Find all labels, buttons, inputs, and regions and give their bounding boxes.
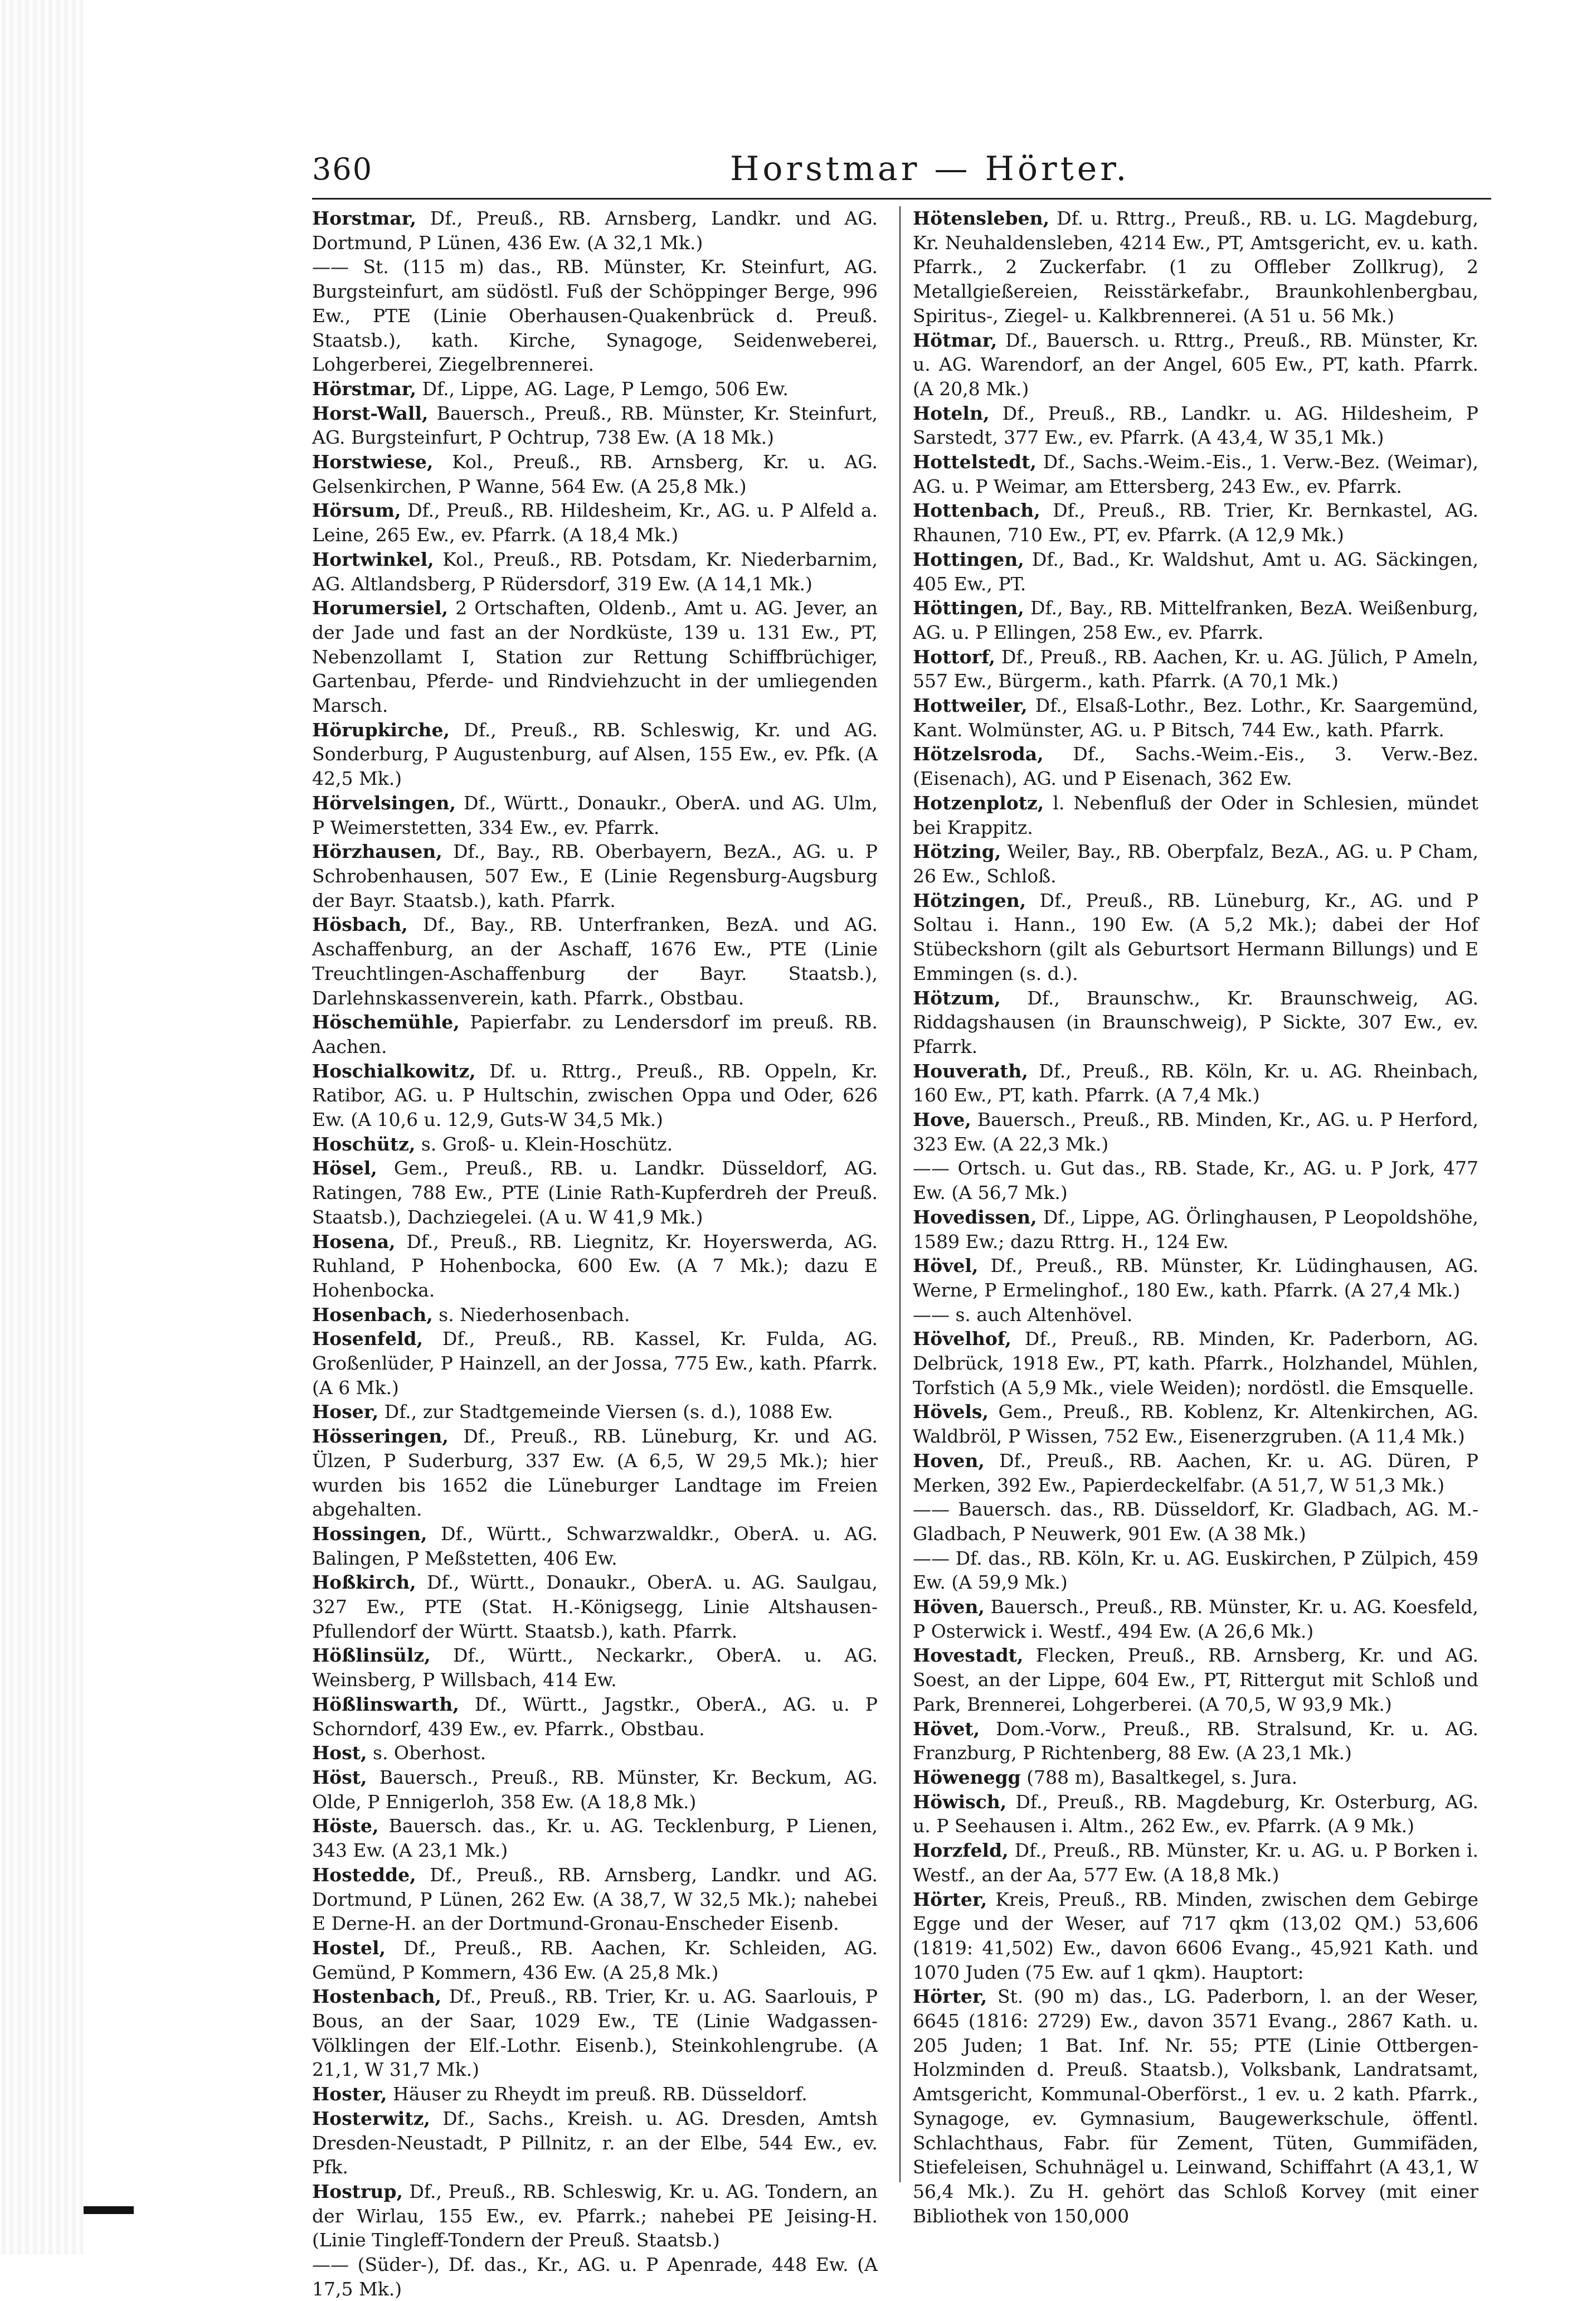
entry-text: Gem., Preuß., RB. Koblenz, Kr. Altenkirchen, AG. Waldbröl, P Wissen, 752 Ew., Eisenerzgruben. (A 11,4 Mk.) — [913, 1401, 1478, 1448]
entry-text: Df., zur Stadtgemeinde Viersen (s. d.), 1088 Ew. — [378, 1401, 833, 1423]
entry-text: Df., Bad., Kr. Waldshut, Amt u. AG. Säckingen, 405 Ew., PT. — [913, 548, 1478, 595]
entry-headword: Höwisch, — [913, 1790, 1007, 1813]
entry-text: Df., Württ., Donaukr., OberA. u. AG. Saulgau, 327 Ew., PTE (Stat. H.-Königsegg, Linie Altshausen-Pfullendorf der Württ. Staatsb.), kath. Pfarrk. — [312, 1571, 878, 1642]
entry-text: Df., Preuß., RB. Liegnitz, Kr. Hoyerswerda, AG. Ruhland, P Hohenbocka, 600 Ew. (A 7 Mk.); dazu E Hohenbocka. — [312, 1230, 878, 1301]
gazetteer-entry — [312, 1156, 878, 1229]
gazetteer-entry — [913, 1254, 1478, 1302]
entry-headword: Host, — [312, 1742, 367, 1764]
entry-text: Df., Elsaß-Lothr., Bez. Lothr., Kr. Saargemünd, Kant. Wolmünster, AG. u. P Bitsch, 744 Ew., kath. Pfarrk. — [913, 695, 1478, 741]
entry-text: s. Niederhosenbach. — [432, 1303, 630, 1326]
entry-text: Bauersch., Preuß., RB. Münster, Kr. Steinfurt, AG. Burgsteinfurt, P Ochtrup, 738 Ew. (A 18 Mk.) — [312, 402, 878, 449]
entry-text: Df., Bay., RB. Oberbayern, BezA., AG. u. P Schrobenhausen, 507 Ew., E (Linie Regensburg-Augsburg der Bayr. Staatsb.), kath. Pfarrk. — [312, 841, 878, 911]
entry-headword: Hoser, — [312, 1401, 379, 1423]
gazetteer-entry — [913, 1400, 1478, 1448]
gazetteer-entry — [312, 2179, 878, 2253]
gazetteer-entry — [312, 2082, 878, 2106]
gazetteer-entry — [913, 1984, 1478, 2228]
gazetteer-entry — [913, 1546, 1478, 1595]
gazetteer-entry — [312, 2253, 878, 2301]
entry-headword: Hosena, — [312, 1230, 396, 1253]
entry-text: s. Groß- u. Klein-Hoschütz. — [415, 1133, 673, 1155]
entry-headword: Hösbach, — [312, 914, 408, 936]
gazetteer-entry — [312, 1814, 878, 1862]
entry-headword: Hottweiler, — [913, 695, 1028, 717]
entry-text: Df., Lippe, AG. Örlinghausen, P Leopoldshöhe, 1589 Ew.; dazu Rttrg. H., 124 Ew. — [913, 1206, 1478, 1253]
entry-headword: Hötzing, — [913, 841, 1001, 863]
gazetteer-entry — [312, 1400, 878, 1424]
entry-headword: Hovestadt, — [913, 1644, 1024, 1667]
entry-headword: Horzfeld, — [913, 1839, 1009, 1862]
entry-text: Bauersch. das., Kr. u. AG. Tecklenburg, P Lienen, 343 Ew. (A 23,1 Mk.) — [312, 1815, 878, 1862]
entry-headword: Hostel, — [312, 1936, 386, 1959]
entry-headword: Hörupkirche, — [312, 719, 450, 741]
entry-text: Df., Preuß., RB. Schleswig, Kr. u. AG. Tondern, an der Wirlau, 155 Ew., ev. Pfarrk.; nahebei PE Jeising-H. (Linie Tingleff-Tondern der Preuß. Staatsb.) — [312, 2180, 878, 2251]
entry-text: Kreis, Preuß., RB. Minden, zwischen dem Gebirge Egge und der Weser, auf 717 qkm (13,02 QM.) 53,606 (1819: 41,502) Ew., davon 6606 Evang., 45,921 Kath. und 1070 Juden (75 Ew. auf 1 qkm). Hauptort: — [913, 1888, 1478, 1983]
entry-headword: Hörstmar, — [312, 377, 417, 400]
entry-headword: Hostrup, — [312, 2180, 403, 2202]
entry-headword: Hottingen, — [913, 548, 1024, 570]
entry-headword: Hövels, — [913, 1401, 989, 1423]
gazetteer-entry — [312, 401, 878, 450]
gazetteer-entry — [312, 377, 878, 401]
entry-headword: Hötzum, — [913, 987, 1001, 1009]
gazetteer-entry — [312, 1303, 878, 1327]
entry-text: Kol., Preuß., RB. Arnsberg, Kr. u. AG. Gelsenkirchen, P Wanne, 564 Ew. (A 25,8 Mk.) — [312, 451, 878, 497]
gazetteer-entry — [913, 1790, 1478, 1838]
gazetteer-entry — [913, 1059, 1478, 1108]
entry-headword: Hoteln, — [913, 402, 990, 424]
entry-text: Df., Preuß., RB. Arnsberg, Landkr. und AG. Dortmund, P Lünen, 262 Ew. (A 38,7, W 32,5 Mk.); nahebei E Derne-H. an der Dortmund-Gronau-Enscheder Eisenb. — [312, 1863, 878, 1935]
scan-margin-shading — [0, 0, 84, 2254]
entry-headword: Hößlinsülz, — [312, 1644, 431, 1667]
gazetteer-entry — [312, 1765, 878, 1814]
entry-text: —— Df. das., RB. Köln, Kr. u. AG. Euskirchen, P Zülpich, 459 Ew. (A 59,9 Mk.) — [913, 1547, 1478, 1594]
entry-text: (788 m), Basaltkegel, s. Jura. — [1020, 1766, 1298, 1788]
gazetteer-entry — [913, 498, 1478, 547]
gazetteer-entry — [913, 547, 1478, 596]
entry-headword: Hörter, — [913, 1888, 987, 1910]
gazetteer-entry — [913, 839, 1478, 888]
entry-headword: Hortwinkel, — [312, 548, 434, 570]
gazetteer-entry — [312, 1132, 878, 1157]
entry-headword: Hostenbach, — [312, 1986, 442, 2008]
gazetteer-entry — [312, 255, 878, 377]
entry-headword: Hövelhof, — [913, 1328, 1011, 1350]
entry-text: Df., Preuß., RB. Hildesheim, Kr., AG. u. P Alfeld a. Leine, 265 Ew., ev. Pfarrk. (A 18,4 Mk.) — [312, 499, 878, 546]
gazetteer-entry — [312, 1643, 878, 1692]
gazetteer-entry — [913, 1717, 1478, 1765]
entry-headword: Hottorf, — [913, 645, 996, 668]
gazetteer-entry — [312, 1863, 878, 1936]
entry-headword: Hotzenplotz, — [913, 792, 1044, 814]
entry-headword: Hosenfeld, — [312, 1328, 424, 1350]
entry-headword: Hosenbach, — [312, 1303, 433, 1326]
entry-text: Df., Bay., RB. Mittelfranken, BezA. Weißenburg, AG. u. P Ellingen, 258 Ew., ev. Pfarrk. — [913, 597, 1478, 643]
entry-text: Df., Württ., Jagstkr., OberA., AG. u. P Schorndorf, 439 Ew., ev. Pfarrk., Obstbau. — [312, 1693, 878, 1740]
entry-text: Df., Württ., Schwarzwaldkr., OberA. u. AG. Balingen, P Meßstetten, 406 Ew. — [312, 1522, 878, 1569]
entry-headword: Hoven, — [913, 1449, 985, 1472]
gazetteer-entry — [312, 912, 878, 1010]
entry-text: Df., Preuß., RB. Lüneburg, Kr., AG. und P Soltau i. Hann., 190 Ew. (A 5,2 Mk.); dabei der Hof Stübeckshorn (gilt als Geburtsort Hermann Billungs) und E Emmingen (s. d.). — [913, 889, 1478, 984]
entry-headword: Horumersiel, — [312, 597, 449, 619]
entry-text: Df., Preuß., RB. Arnsberg, Landkr. und AG. Dortmund, P Lünen, 436 Ew. (A 32,1 Mk.) — [312, 207, 878, 254]
entry-text: —— (Süder-), Df. das., Kr., AG. u. P Apenrade, 448 Ew. (A 17,5 Mk.) — [312, 2254, 878, 2300]
gazetteer-entry — [312, 1936, 878, 1984]
entry-text: Df., Bay., RB. Unterfranken, BezA. und AG. Aschaffenburg, an der Aschaff, 1676 Ew., PTE (Linie Treuchtlingen-Aschaffenburg der Bayr. Staatsb.), Darlehnskassenverein, kath. Pfarrk., Obstbau. — [312, 914, 878, 1009]
gazetteer-entry — [913, 450, 1478, 498]
entry-headword: Horstwiese, — [312, 451, 434, 473]
entry-text: —— St. (115 m) das., RB. Münster, Kr. Steinfurt, AG. Burgsteinfurt, am südöstl. Fuß der Schöppinger Berge, 996 Ew., PTE (Linie Oberhausen-Quakenbrück d. Preuß. Staatsb.), kath. Kirche, Synagoge, Seidenweberei, Lohgerberei, Ziegelbrennerei. — [312, 256, 878, 376]
entry-headword: Höven, — [913, 1596, 985, 1618]
gazetteer-entry — [913, 1205, 1478, 1254]
entry-text: Weiler, Bay., RB. Oberpfalz, BezA., AG. u. P Cham, 26 Ew., Schloß. — [913, 841, 1478, 887]
gazetteer-entry — [913, 206, 1478, 328]
entry-text: —— s. auch Altenhövel. — [913, 1303, 1133, 1326]
page-title: Horstmar — Hörter. — [730, 149, 1130, 188]
entry-headword: Hövet, — [913, 1717, 980, 1740]
entry-headword: Hörsum, — [312, 499, 401, 522]
entry-text: Df. u. Rttrg., Preuß., RB. u. LG. Magdeburg, Kr. Neuhaldensleben, 4214 Ew., PT, Amtsgericht, ev. u. kath. Pfarrk., 2 Zuckerfabr. (1 zu Offleber Zollkrug), 2 Metallgießereien, Reisstärkefabr., Braunkohlenbergbau, Spiritus-, Ziegel- u. Kalkbrennerei. (A 51 u. 56 Mk.) — [913, 207, 1478, 327]
entry-headword: Höttingen, — [913, 597, 1024, 619]
gazetteer-entry — [312, 450, 878, 498]
entry-text: Df., Preuß., RB. Kassel, Kr. Fulda, AG. Großenlüder, P Hainzell, an der Jossa, 775 Ew., kath. Pfarrk. (A 6 Mk.) — [312, 1328, 878, 1399]
gazetteer-entry — [913, 1449, 1478, 1497]
entry-text: l. Nebenfluß der Oder in Schlesien, mündet bei Krappitz. — [913, 792, 1478, 838]
gazetteer-entry — [913, 1497, 1478, 1546]
entry-text: Bauersch., Preuß., RB. Minden, Kr., AG. u. P Herford, 323 Ew. (A 22,3 Mk.) — [913, 1109, 1478, 1155]
gazetteer-entry — [312, 1984, 878, 2082]
gazetteer-entry — [312, 718, 878, 791]
gazetteer-entry — [312, 2106, 878, 2179]
gazetteer-entry — [312, 498, 878, 547]
entry-headword: Houverath, — [913, 1060, 1028, 1082]
entry-headword: Hostedde, — [312, 1863, 416, 1886]
entry-text: Df., Preuß., RB. Minden, Kr. Paderborn, AG. Delbrück, 1918 Ew., PT, kath. Pfarrk., Holzhandel, Mühlen, Torfstich (A 5,9 Mk., viele Weiden); nordöstl. die Emsquelle. — [913, 1328, 1478, 1399]
entry-headword: Horstmar, — [312, 207, 417, 229]
entry-headword: Hovedissen, — [913, 1206, 1037, 1228]
gazetteer-entry — [913, 1327, 1478, 1400]
entry-text: Kol., Preuß., RB. Potsdam, Kr. Niederbarnim, AG. Altlandsberg, P Rüdersdorf, 319 Ew. (A 14,1 Mk.) — [312, 548, 878, 595]
gazetteer-entry — [913, 1887, 1478, 1985]
gazetteer-entry — [913, 742, 1478, 790]
entry-text: Df., Sachs.-Weim.-Eis., 3. Verw.-Bez. (Eisenach), AG. und P Eisenach, 362 Ew. — [913, 743, 1478, 790]
left-column — [312, 206, 878, 2301]
entry-headword: Hosterwitz, — [312, 2107, 430, 2129]
gazetteer-entry — [913, 1303, 1478, 1327]
entry-headword: Hötzelsroda, — [913, 743, 1044, 765]
entry-headword: Höschemühle, — [312, 1011, 460, 1033]
entry-text: Df., Preuß., RB. Aachen, Kr. Schleiden, AG. Gemünd, P Kommern, 436 Ew. (A 25,8 Mk.) — [312, 1936, 878, 1983]
gazetteer-entry — [913, 1108, 1478, 1156]
entry-headword: Hötmar, — [913, 329, 997, 351]
entry-text: Df., Braunschw., Kr. Braunschweig, AG. Riddagshausen (in Braunschweig), P Sickte, 307 Ew., ev. Pfarrk. — [913, 987, 1478, 1057]
entry-headword: Hoschütz, — [312, 1133, 416, 1155]
entry-text: Flecken, Preuß., RB. Arnsberg, Kr. und AG. Soest, an der Lippe, 604 Ew., PT, Rittergut mit Schloß und Park, Brennerei, Lohgerberei. (A 70,5, W 93,9 Mk.) — [913, 1644, 1478, 1715]
entry-headword: Höwenegg — [913, 1766, 1021, 1788]
entry-text: St. (90 m) das., LG. Paderborn, l. an der Weser, 6645 (1816: 2729) Ew., davon 3571 Evang., 2867 Kath. u. 205 Juden; 1 Bat. Inf. Nr. 55; PTE (Linie Ottbergen-Holzminden d. Preuß. Staatsb.), Volksbank, Landratsamt, Amtsgericht, Kommunal-Oberförst., 1 ev. u. 2 kath. Pfarrk., Synagoge, ev. Gymnasium, Baugewerkschule, öffentl. Schlachthaus, Fabr. für Zement, Tüten, Gummifäden, Stiefeleisen, Schuhnägel u. Leinwand, Schiffahrt (A 43,1, W 56,4 Mk.). Zu H. gehört das Schloß Korvey (mit einer Bibliothek von 150,000 — [913, 1986, 1478, 2227]
gazetteer-entry — [913, 1765, 1478, 1790]
gazetteer-entry — [312, 1327, 878, 1400]
gazetteer-entry — [913, 791, 1478, 839]
gazetteer-entry — [312, 791, 878, 839]
entry-headword: Hörzhausen, — [312, 841, 442, 863]
entry-text: Df., Preuß., RB. Münster, Kr. Lüdinghausen, AG. Werne, P Ermelinghof., 180 Ew., kath. Pfarrk. (A 27,4 Mk.) — [913, 1255, 1478, 1301]
entry-headword: Hoschialkowitz, — [312, 1060, 476, 1082]
gazetteer-entry — [913, 1156, 1478, 1205]
gazetteer-entry — [913, 889, 1478, 986]
entry-headword: Hörvelsingen, — [312, 792, 456, 814]
entry-text: Df., Preuß., RB. Trier, Kr. Bernkastel, AG. Rhaunen, 710 Ew., PT, ev. Pfarrk. (A 12,9 Mk.) — [913, 499, 1478, 546]
gazetteer-entry — [913, 401, 1478, 450]
gazetteer-entry — [913, 1838, 1478, 1887]
entry-text: Dom.-Vorw., Preuß., RB. Stralsund, Kr. u. AG. Franzburg, P Richtenberg, 88 Ew. (A 23,1 Mk.) — [913, 1717, 1478, 1764]
entry-headword: Hottelstedt, — [913, 451, 1037, 473]
entry-headword: Hoßkirch, — [312, 1571, 416, 1594]
entry-headword: Hörter, — [913, 1986, 987, 2008]
entry-headword: Hösseringen, — [312, 1425, 449, 1448]
entry-text: Df., Preuß., RB. Schleswig, Kr. und AG. Sonderburg, P Augustenburg, auf Alsen, 155 Ew., ev. Pfk. (A 42,5 Mk.) — [312, 719, 878, 790]
entry-text: Df., Preuß., RB. Köln, Kr. u. AG. Rheinbach, 160 Ew., PT, kath. Pfarrk. (A 7,4 Mk.) — [913, 1060, 1478, 1106]
gazetteer-entry — [913, 596, 1478, 644]
gazetteer-entry — [312, 206, 878, 255]
entry-headword: Hößlinswarth, — [312, 1693, 459, 1715]
entry-text: Df., Lippe, AG. Lage, P Lemgo, 506 Ew. — [416, 377, 789, 400]
gazetteer-entry — [913, 645, 1478, 693]
gazetteer-entry — [312, 547, 878, 596]
entry-text: Df., Württ., Donaukr., OberA. und AG. Ulm, P Weimerstetten, 334 Ew., ev. Pfarrk. — [312, 792, 878, 838]
right-column — [913, 206, 1478, 2228]
gazetteer-entry — [312, 839, 878, 912]
entry-text: Papierfabr. zu Lendersdorf im preuß. RB. Aachen. — [312, 1011, 878, 1057]
gazetteer-entry — [312, 1692, 878, 1741]
entry-text: Bauersch., Preuß., RB. Münster, Kr. Beckum, AG. Olde, P Ennigerloh, 358 Ew. (A 18,8 Mk.) — [312, 1766, 878, 1813]
gazetteer-entry — [312, 1424, 878, 1522]
entry-text: —— Ortsch. u. Gut das., RB. Stade, Kr., AG. u. P Jork, 477 Ew. (A 56,7 Mk.) — [913, 1157, 1478, 1204]
entry-text: Df., Sachs.-Weim.-Eis., 1. Verw.-Bez. (Weimar), AG. u. P Weimar, am Ettersberg, 243 Ew., ev. Pfarrk. — [913, 451, 1478, 497]
entry-text: Df., Bauersch. u. Rttrg., Preuß., RB. Münster, Kr. u. AG. Warendorf, an der Angel, 605 Ew., PT, kath. Pfarrk. (A 20,8 Mk.) — [913, 329, 1478, 400]
entry-text: Df., Preuß., RB. Aachen, Kr. u. AG. Jülich, P Ameln, 557 Ew., Bürgerm., kath. Pfarrk. (A 70,1 Mk.) — [913, 645, 1478, 692]
gazetteer-entry — [312, 596, 878, 718]
gazetteer-entry — [913, 328, 1478, 401]
entry-headword: Hove, — [913, 1109, 971, 1131]
entry-headword: Hoster, — [312, 2083, 387, 2105]
entry-text: s. Oberhost. — [367, 1742, 486, 1764]
gazetteer-entry — [913, 986, 1478, 1059]
entry-headword: Höst, — [312, 1766, 367, 1788]
entry-text: Bauersch., Preuß., RB. Münster, Kr. u. AG. Koesfeld, P Osterwick i. Westf., 494 Ew. (A 26,6 Mk.) — [913, 1596, 1478, 1642]
gazetteer-entry — [312, 1059, 878, 1132]
column-divider — [899, 206, 901, 2182]
entry-headword: Hösel, — [312, 1157, 377, 1179]
entry-headword: Hövel, — [913, 1255, 979, 1277]
entry-headword: Höste, — [312, 1815, 379, 1837]
entry-text: 2 Ortschaften, Oldenb., Amt u. AG. Jever, an der Jade und fast an der Nordküste, 139 u. 131 Ew., PT, Nebenzollamt I, Station zur Rettung Schiffbrüchiger, Gartenbau, Pferde- und Rindviehzucht in der umliegenden Marsch. — [312, 597, 878, 717]
gazetteer-entry — [312, 1230, 878, 1303]
entry-text: Df., Sachs., Kreish. u. AG. Dresden, Amtsh Dresden-Neustadt, P Pillnitz, r. an der Elbe, 544 Ew., ev. Pfk. — [312, 2107, 878, 2178]
header-rule — [312, 198, 1491, 200]
entry-headword: Hottenbach, — [913, 499, 1040, 522]
entry-text: Df., Preuß., RB. Magdeburg, Kr. Osterburg, AG. u. P Seehausen i. Altm., 262 Ew., ev. Pfarrk. (A 9 Mk.) — [913, 1790, 1478, 1837]
entry-text: Df. u. Rttrg., Preuß., RB. Oppeln, Kr. Ratibor, AG. u. P Hultschin, zwischen Oppa und Oder, 626 Ew. (A 10,6 u. 12,9, Guts-W 34,5 Mk.) — [312, 1060, 878, 1131]
entry-text: Df., Preuß., RB. Münster, Kr. u. AG. u. P Borken i. Westf., an der Aa, 577 Ew. (A 18,8 Mk.) — [913, 1839, 1478, 1886]
entry-headword: Hötzingen, — [913, 889, 1026, 911]
entry-text: Df., Preuß., RB. Lüneburg, Kr. und AG. Ülzen, P Suderburg, 337 Ew. (A 6,5, W 29,5 Mk.); hier wurden bis 1652 die Lüneburger Landtage im Freien abgehalten. — [312, 1425, 878, 1521]
gazetteer-entry — [312, 1570, 878, 1643]
gazetteer-entry — [312, 1741, 878, 1765]
gazetteer-entry — [913, 1595, 1478, 1643]
entry-text: Df., Preuß., RB. Aachen, Kr. u. AG. Düren, P Merken, 392 Ew., Papierdeckelfabr. (A 51,7, W 51,3 Mk.) — [913, 1449, 1478, 1496]
gazetteer-entry — [312, 1522, 878, 1570]
entry-text: Gem., Preuß., RB. u. Landkr. Düsseldorf, AG. Ratingen, 788 Ew., PTE (Linie Rath-Kupferdreh der Preuß. Staatsb.), Dachziegelei. (A u. W 41,9 Mk.) — [312, 1157, 878, 1228]
entry-text: —— Bauersch. das., RB. Düsseldorf, Kr. Gladbach, AG. M.-Gladbach, P Neuwerk, 901 Ew. (A 38 Mk.) — [913, 1498, 1478, 1545]
entry-text: Df., Württ., Neckarkr., OberA. u. AG. Weinsberg, P Willsbach, 414 Ew. — [312, 1644, 878, 1691]
entry-text: Häuser zu Rheydt im preuß. RB. Düsseldorf. — [387, 2083, 807, 2105]
gazetteer-entry — [312, 1010, 878, 1059]
entry-text: Df., Preuß., RB., Landkr. u. AG. Hildesheim, P Sarstedt, 377 Ew., ev. Pfarrk. (A 43,4, W 35,1 Mk.) — [913, 402, 1478, 449]
entry-headword: Hötensleben, — [913, 207, 1050, 229]
entry-text: Df., Preuß., RB. Trier, Kr. u. AG. Saarlouis, P Bous, an der Saar, 1029 Ew., TE (Linie Wadgassen-Völklingen der Elf.-Lothr. Eisenb.), Steinkohlengrube. (A 21,1, W 31,7 Mk.) — [312, 1986, 878, 2081]
page-number: 360 — [312, 152, 373, 187]
scan-mark — [84, 2206, 134, 2214]
entry-headword: Horst-Wall, — [312, 402, 429, 424]
gazetteer-entry — [913, 1643, 1478, 1716]
gazetteer-entry — [913, 693, 1478, 742]
entry-headword: Hossingen, — [312, 1522, 427, 1545]
